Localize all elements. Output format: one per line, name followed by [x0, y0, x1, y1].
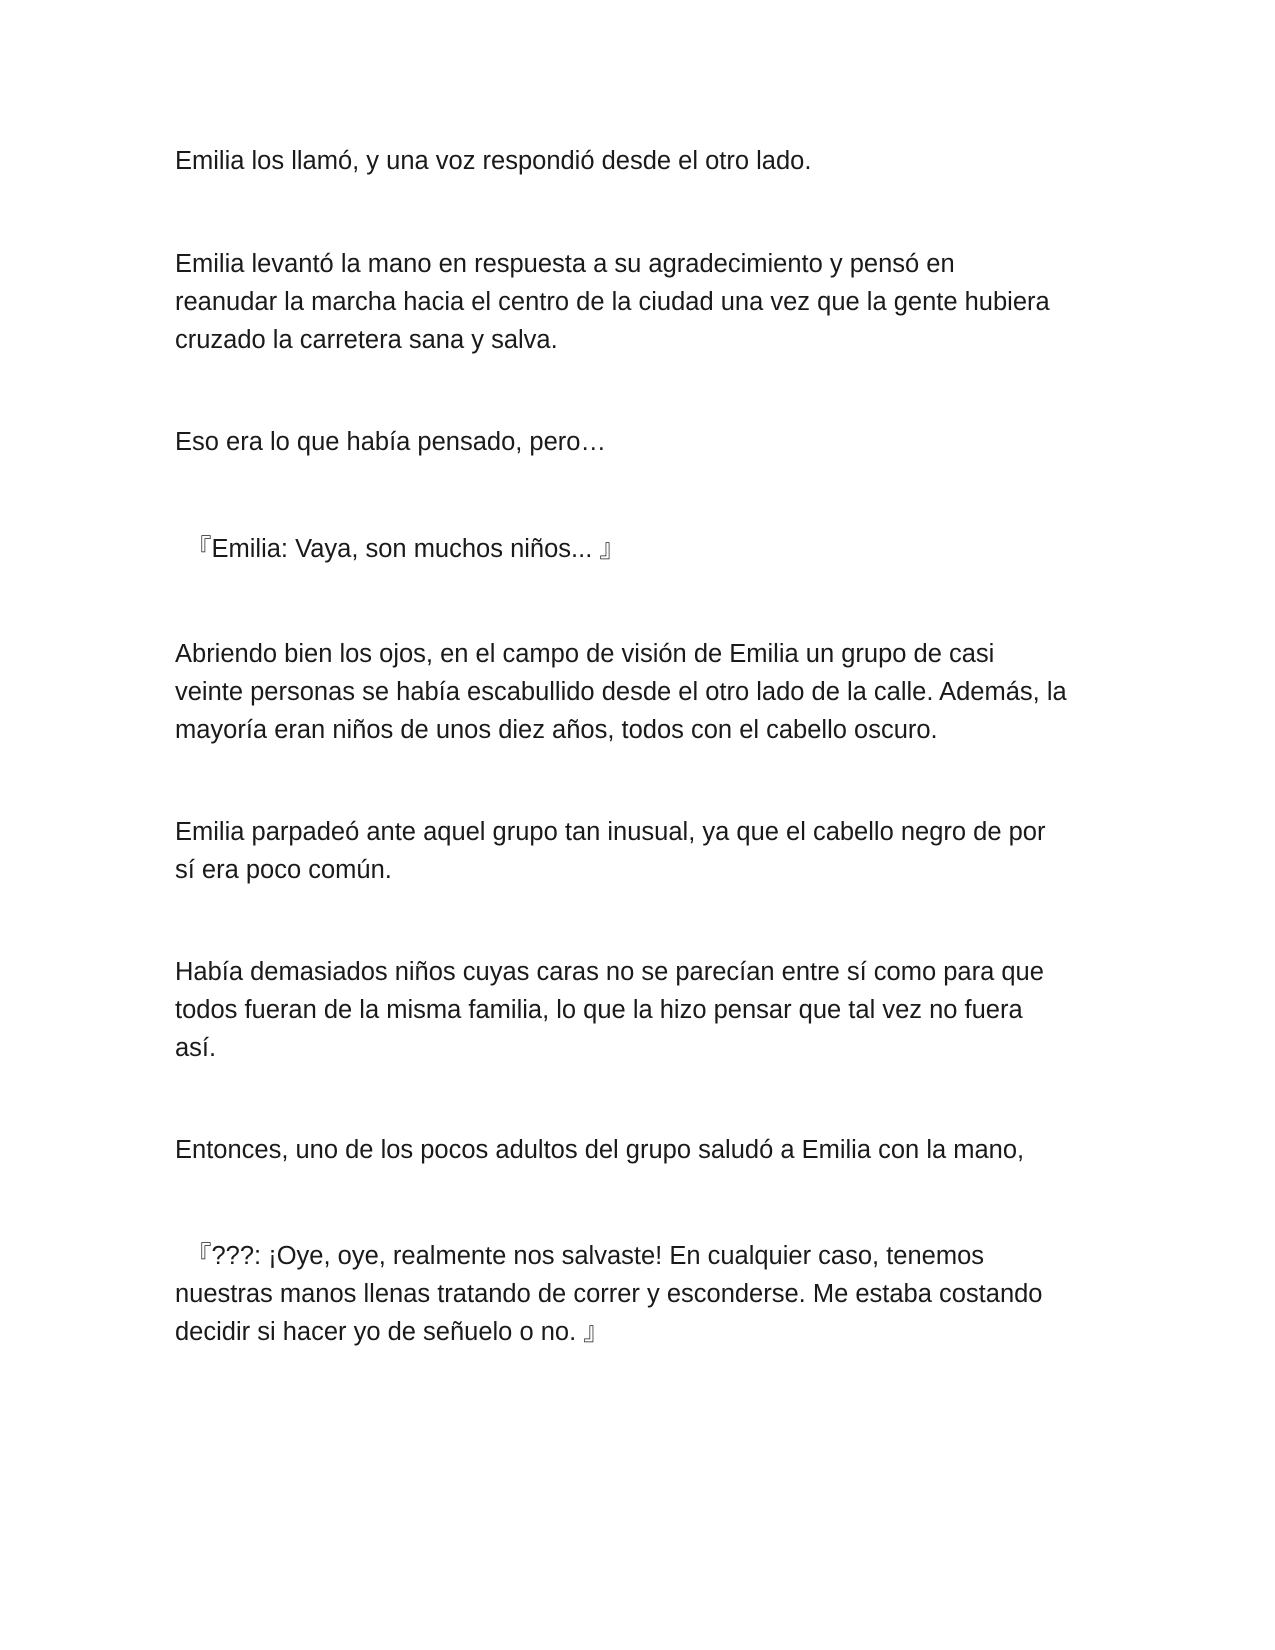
dialogue-emilia [186, 530, 1106, 568]
paragraph-line: mayoría eran niños de unos diez años, todos con el cabello oscuro. [175, 716, 938, 744]
paragraph-2 [175, 245, 1095, 359]
paragraph-line: sí era poco común. [175, 856, 392, 884]
paragraph-line: Eso era lo que había pensado, pero… [175, 428, 606, 456]
paragraph-line: reanudar la marcha hacia el centro de la ciudad una vez que la gente hubiera [175, 288, 1050, 316]
paragraph-line: Abriendo bien los ojos, en el campo de visión de Emilia un grupo de casi [175, 640, 995, 668]
dialogue-line: 『Emilia: Vaya, son muchos niños... 』 [186, 535, 625, 563]
dialogue-line: decidir si hacer yo de señuelo o no. 』 [175, 1318, 609, 1346]
paragraph-line: Emilia parpadeó ante aquel grupo tan inusual, ya que el cabello negro de por [175, 818, 1046, 846]
paragraph-line: Entonces, uno de los pocos adultos del grupo saludó a Emilia con la mano, [175, 1136, 1025, 1164]
dialogue-line: nuestras manos llenas tratando de correr y esconderse. Me estaba costando [175, 1280, 1043, 1308]
paragraph-8 [175, 1131, 1095, 1169]
paragraph-3 [175, 423, 1095, 461]
paragraph-7 [175, 953, 1095, 1067]
paragraph-6 [175, 813, 1095, 889]
paragraph-line: Emilia levantó la mano en respuesta a su agradecimiento y pensó en [175, 250, 955, 278]
dialogue-line: 『???: ¡Oye, oye, realmente nos salvaste! En cualquier caso, tenemos [186, 1242, 984, 1270]
dialogue-stranger [175, 1237, 1095, 1351]
paragraph-line: veinte personas se había escabullido desde el otro lado de la calle. Además, la [175, 678, 1067, 706]
paragraph-line: Había demasiados niños cuyas caras no se parecían entre sí como para que [175, 958, 1044, 986]
paragraph-5 [175, 635, 1095, 749]
paragraph-line: cruzado la carretera sana y salva. [175, 326, 558, 354]
paragraph-line: así. [175, 1034, 217, 1062]
paragraph-line: todos fueran de la misma familia, lo que la hizo pensar que tal vez no fuera [175, 996, 1023, 1024]
paragraph-1 [175, 142, 1095, 180]
paragraph-line: Emilia los llamó, y una voz respondió desde el otro lado. [175, 147, 812, 175]
